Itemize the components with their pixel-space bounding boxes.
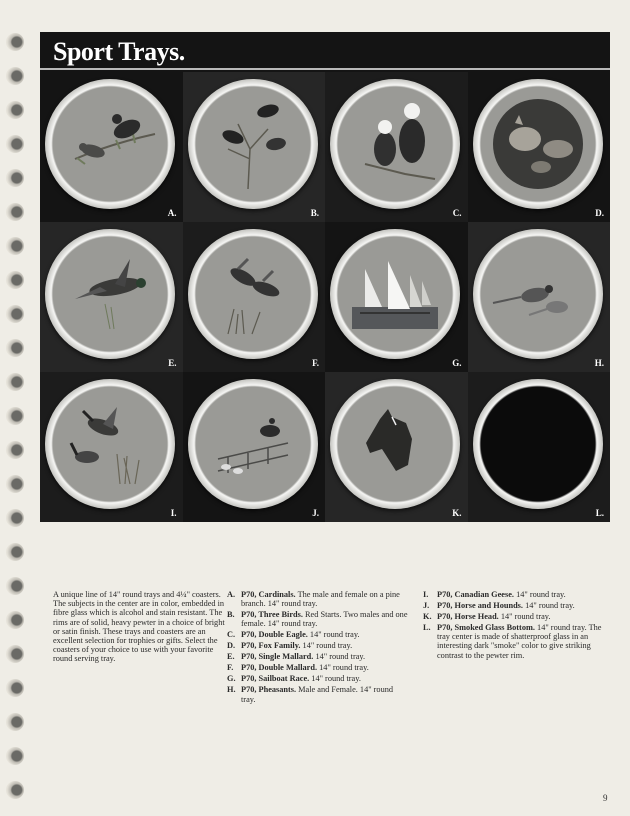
binder-hole <box>6 33 24 51</box>
item-desc: 14" round tray. <box>315 652 366 662</box>
tray-cell-e <box>40 222 183 372</box>
double-mallard-icon <box>188 229 318 359</box>
tray-cell-b <box>183 72 326 222</box>
item-key: A. <box>227 590 236 599</box>
photo-panel <box>40 32 610 522</box>
tray-letter: J. <box>312 508 319 518</box>
item-desc: 14" round tray. <box>309 630 360 640</box>
item-key: C. <box>227 630 236 640</box>
tray-letter: I. <box>170 508 177 518</box>
three-birds-icon <box>188 79 318 209</box>
binder-hole <box>6 475 24 493</box>
pheasants-icon <box>473 229 603 359</box>
fox-family-icon <box>473 79 603 209</box>
list-item <box>423 612 609 621</box>
binder-hole <box>6 509 24 527</box>
item-desc: 14" round tray. <box>319 663 369 673</box>
item-name: P70, Double Mallard. <box>241 663 318 673</box>
list-item <box>227 663 409 672</box>
item-name: P70, Smoked Glass Bottom. <box>437 623 535 632</box>
tray-cell-h <box>468 222 611 372</box>
item-key: H. <box>227 685 236 695</box>
item-list-2 <box>423 590 609 662</box>
tray-cell-l <box>468 372 611 522</box>
binder-hole <box>6 441 24 459</box>
canadian-geese-icon <box>45 379 175 509</box>
cardinals-icon <box>45 79 175 209</box>
list-item <box>227 641 409 650</box>
tray-cell-i <box>40 372 183 522</box>
tray-cell-j <box>183 372 326 522</box>
item-desc: 14" round tray. <box>302 641 353 651</box>
tray-cell-a <box>40 72 183 222</box>
item-key: D. <box>227 641 236 651</box>
horse-head-icon <box>330 379 460 509</box>
double-eagle-icon <box>330 79 460 209</box>
binder-hole <box>6 373 24 391</box>
tray-cell-d <box>468 72 611 222</box>
item-key: I. <box>423 590 429 599</box>
binder-hole <box>6 101 24 119</box>
tray-letter: L. <box>595 508 604 518</box>
tray-letter: F. <box>312 358 319 368</box>
list-item <box>423 623 609 660</box>
item-desc: 14" round tray. <box>525 601 575 610</box>
tray-cell-g <box>325 222 468 372</box>
tray-cell-c <box>325 72 468 222</box>
list-item <box>227 590 409 608</box>
binder-hole <box>6 237 24 255</box>
item-name: P70, Canadian Geese. <box>437 590 514 599</box>
horse-and-hounds-icon <box>188 379 318 509</box>
item-desc: 14" round tray. <box>311 674 361 684</box>
binder-hole <box>6 747 24 765</box>
binder-hole <box>6 611 24 629</box>
list-item <box>227 685 409 703</box>
item-name: P70, Single Mallard. <box>241 652 314 662</box>
list-item <box>227 674 409 683</box>
tray-letter: G. <box>452 358 462 368</box>
item-key: E. <box>227 652 235 662</box>
tray-cell-f <box>183 222 326 372</box>
list-item <box>227 630 409 639</box>
tray-cell-k <box>325 372 468 522</box>
item-desc: Red Starts. Two males and one female. 14" round tray. <box>241 610 408 629</box>
binder-hole <box>6 169 24 187</box>
binder-hole <box>6 713 24 731</box>
smoked-glass-icon <box>473 379 603 509</box>
tray-letter: D. <box>595 208 604 218</box>
intro-paragraph: A unique line of 14" round trays and 4¼" coasters. The subjects in the center are in color, embedded in fibre glass which is alcohol and stain resistant. The rims are of solid, heavy pewter in a choice of bright or satin finish. These trays and coasters are an excellent selection for trophies or gifts. Select the coasters of your choice to use with your favorite round serving tray. <box>53 590 225 664</box>
binder-hole <box>6 271 24 289</box>
item-desc: 14" round tray. <box>516 590 566 599</box>
list-item <box>227 652 409 661</box>
binder-hole <box>6 679 24 697</box>
item-desc: The male and female on a pine branch. 14" round tray. <box>241 590 400 609</box>
item-list-1 <box>227 590 409 706</box>
binder-hole <box>6 203 24 221</box>
tray-letter: K. <box>452 508 462 518</box>
item-name: P70, Horse and Hounds. <box>437 601 523 610</box>
page-number: 9 <box>603 793 608 803</box>
binder-hole <box>6 543 24 561</box>
tray-letter: H. <box>594 358 604 368</box>
item-name: P70, Horse Head. <box>437 612 499 621</box>
tray-letter: A. <box>167 208 177 218</box>
item-key: F. <box>227 663 234 673</box>
tray-letter: B. <box>310 208 319 218</box>
tray-grid <box>40 72 610 522</box>
item-name: P70, Double Eagle. <box>241 630 308 640</box>
item-key: G. <box>227 674 236 684</box>
binder-holes <box>0 0 30 816</box>
item-key: L. <box>423 623 431 632</box>
sailboat-race-icon <box>330 229 460 359</box>
single-mallard-icon <box>45 229 175 359</box>
item-key: J. <box>423 601 430 610</box>
item-name: P70, Pheasants. <box>241 685 297 695</box>
binder-hole <box>6 781 24 799</box>
item-name: P70, Sailboat Race. <box>241 674 310 684</box>
item-name: P70, Cardinals. <box>241 590 296 599</box>
list-item <box>227 610 409 628</box>
binder-hole <box>6 645 24 663</box>
item-name: P70, Three Birds. <box>241 610 303 620</box>
tray-letter: C. <box>452 208 462 218</box>
title-rule <box>40 68 610 70</box>
binder-hole <box>6 407 24 425</box>
item-desc: 14" round tray. The tray center is made of shatterproof glass in an interesting dark "smoke" color to give striking contrast to the pewter rim. <box>437 623 602 660</box>
list-item <box>423 601 609 610</box>
page-title: Sport Trays. <box>53 37 185 66</box>
binder-hole <box>6 135 24 153</box>
list-item <box>423 590 609 599</box>
item-key: B. <box>227 610 235 620</box>
item-desc: Male and Female. 14" round tray. <box>241 685 394 704</box>
item-key: K. <box>423 612 432 621</box>
tray-letter: E. <box>168 358 177 368</box>
binder-hole <box>6 339 24 357</box>
binder-hole <box>6 67 24 85</box>
item-name: P70, Fox Family. <box>241 641 301 651</box>
item-desc: 14" round tray. <box>500 612 551 621</box>
binder-hole <box>6 577 24 595</box>
binder-hole <box>6 305 24 323</box>
